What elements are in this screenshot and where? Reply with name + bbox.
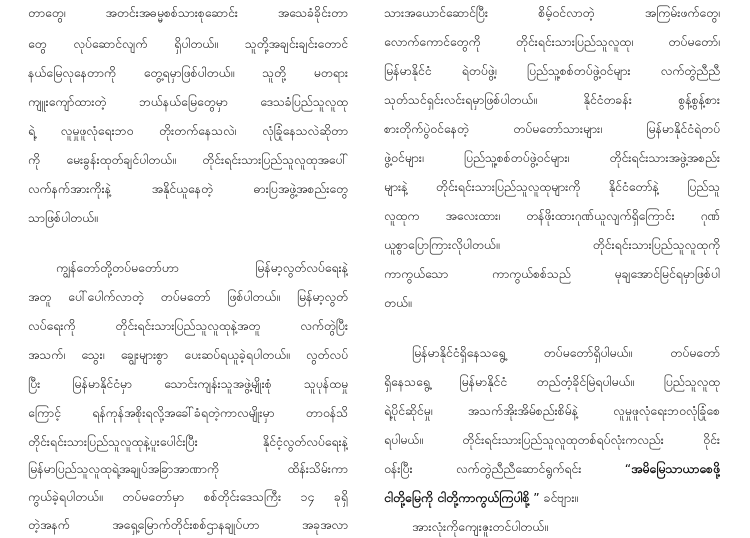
text-line: တဲ့အနက် အရှေ့မြောက်တိုင်းစစ်ဌာနချုပ်ဟာ အခုအလာ (28, 518, 348, 532)
text-line: လူထုက အလေးထား၊ တန်ဖိုးထားဂုဏ်ယူလျက်ရှိကြောင်း ဂုဏ် (384, 209, 720, 223)
text-line: ကျွန်တော်တို့တပ်မတော်ဟာ မြန်မာ့လွတ်လပ်ရေးနဲ့ (56, 261, 348, 275)
text-line: တွေ လုပ်ဆောင်လျက် ရှိပါတယ်။ သူတို့အချင်းချင်းတောင် (28, 37, 348, 51)
text-line (384, 458, 720, 480)
text-line: သုတ်သင်ရှင်းလင်းရမှာဖြစ်ပါတယ်။ နိုင်ငံတခန်း စွန့်စွန့်စား (384, 93, 720, 107)
text-line: ကာကွယ်သော ကာကွယ်စစ်သည် မုချအောင်မြင်ရမှာဖြစ်ပါ (384, 267, 720, 281)
emphasis-text: အမိမြေသာယာစေဖို့ (631, 462, 720, 476)
text-line: ဖွဲ့ဝင်များ၊ ပြည်သူ့စစ်တပ်ဖွဲ့ဝင်များ၊ တိုင်းရင်းသားအဖွဲ့အစည်း (384, 151, 720, 165)
text-line: လက်နက်အားကိုးနဲ့ အနိုင်ယူနေတဲ့ ဓားပြအဖွဲ့အစည်းတွေ (28, 182, 348, 196)
text-line: ယူစွာပြောကြားလိုပါတယ်။ တိုင်းရင်းသားပြည်သူလူထုကို (384, 238, 720, 252)
text-line: ပြီး မြန်မာနိုင်ငံမှာ သောင်းကျန်းသူအဖွဲ့မျိုးစုံ သူပုန်ထမှု (28, 377, 348, 391)
text-span: ” ခင်ဗျား။ (529, 491, 579, 505)
text-line (384, 487, 720, 509)
text-line: နယ်မြေလုနေတာကို တွေ့ရမှာဖြစ်ပါတယ်။ သူတို့ မတရား (28, 66, 348, 80)
text-line: တာတွေ၊ အတင်းအဓမ္မစစ်သားစုဆောင်း အသေခံခိုင်းတာ (28, 6, 348, 20)
text-line: လောက်ကောင်တွေကို တိုင်းရင်းသားပြည်သူလူထု၊ တပ်မတော်၊ (384, 35, 720, 49)
text-line: မြန်မာနိုင်ငံရှိနေသရွေ့ တပ်မတော်ရှိပါမယ်။ တပ်မတော် (412, 346, 720, 360)
text-line: လပ်ရေးကို တိုင်းရင်းသားပြည်သူလူထုနဲ့အတူ လက်တွဲပြီး (28, 319, 348, 333)
text-line: မြန်မာပြည်သူလူထုရဲ့အချုပ်အခြာအာဏာကို ထိန်းသိမ်းကာ (28, 462, 348, 476)
text-line: ကို မေးခွန်းထုတ်ချင်ပါတယ်။ တိုင်းရင်းသားပြည်သူလူထုအပေါ် (28, 153, 348, 167)
text-line: တိုင်းရင်းသားပြည်သူလူထုနဲ့ပူးပေါင်းပြီး နိုင်ငံ့လွတ်လပ်ရေးနဲ့ (28, 435, 348, 449)
text-line: အတူ ပေါ်ပေါက်လာတဲ့ တပ်မတော် ဖြစ်ပါတယ်။ မြန်မာ့လွတ် (28, 290, 348, 304)
text-line: ရှိနေသရွေ့ မြန်မာနိုင်ငံ တည်တံ့ခိုင်မြဲရပါမယ်။ ပြည်သူလူထု (384, 375, 720, 389)
closing-line: အားလုံးကိုကျေးဇူးတင်ပါတယ်။ (412, 520, 548, 534)
emphasis-text: ငါတို့မြေကို ငါတို့ကာကွယ်ကြပါစို့ (384, 491, 530, 505)
text-line: သားအယောင်ဆောင်ပြီး စိမ့်ဝင်လာတဲ့ အကြမ်းဖက်တွေ၊ (384, 6, 720, 20)
text-line: များနဲ့ တိုင်းရင်းသားပြည်သူလူထုများကို နိုင်ငံတော်နဲ့ ပြည်သူ (384, 180, 720, 194)
text-line: ရဲ့ပိုင်ဆိုင်မှု၊ အသက်အိုးအိမ်စည်းစိမ်နဲ့ လူမှုဖူလုံရေးဘဝလုံခြုံစေ (384, 404, 720, 418)
text-line: တယ်။ (384, 296, 412, 310)
text-line: မြန်မာနိုင်ငံ ရဲတပ်ဖွဲ့၊ ပြည်သူ့စစ်တပ်ဖွဲ့ဝင်များ လက်တွဲညီညီ (384, 64, 720, 78)
text-line: အသက်၊ သွေး၊ ချွေးများစွာ ပေးဆပ်ရယူခဲ့ရပါတယ်။ လွတ်လပ် (28, 348, 348, 362)
text-line: စားတိုက်ပွဲဝင်နေတဲ့ တပ်မတော်သားများ၊ မြန်မာနိုင်ငံရဲတပ် (384, 122, 720, 136)
text-line: ရဲ့ လူမှုဖူလုံရေးဘဝ တိုးတက်နေသလဲ၊ လုံခြုံနေသလဲဆိုတာ (28, 124, 348, 138)
text-line: ကွယ်ခဲ့ရပါတယ်။ တပ်မတော်မှာ စစ်တိုင်းဒေသကြီး ၁၄ ခုရှိ (28, 490, 348, 504)
text-line: ကြောင့် ရန်ကုန်အစိုးရလို့အခေါ်ခံရတဲ့ကာလမျိုးမှာ တာဝန်သိ (28, 406, 348, 420)
text-line: ရပါမယ်။ တိုင်းရင်းသားပြည်သူလူထုတစ်ရပ်လုံးကလည်း ဝိုင်း (384, 433, 720, 447)
text-line: သာဖြစ်ပါတယ်။ (28, 211, 98, 225)
text-span: ဝန်းပြီး လက်တွဲညီညီဆောင်ရွက်ရင်း “ (384, 462, 632, 476)
text-line: ကျူးကျော်ထားတဲ့ ဘယ်နယ်မြေတွေမှာ ဒေသခံပြည်သူလူထု (28, 95, 348, 109)
